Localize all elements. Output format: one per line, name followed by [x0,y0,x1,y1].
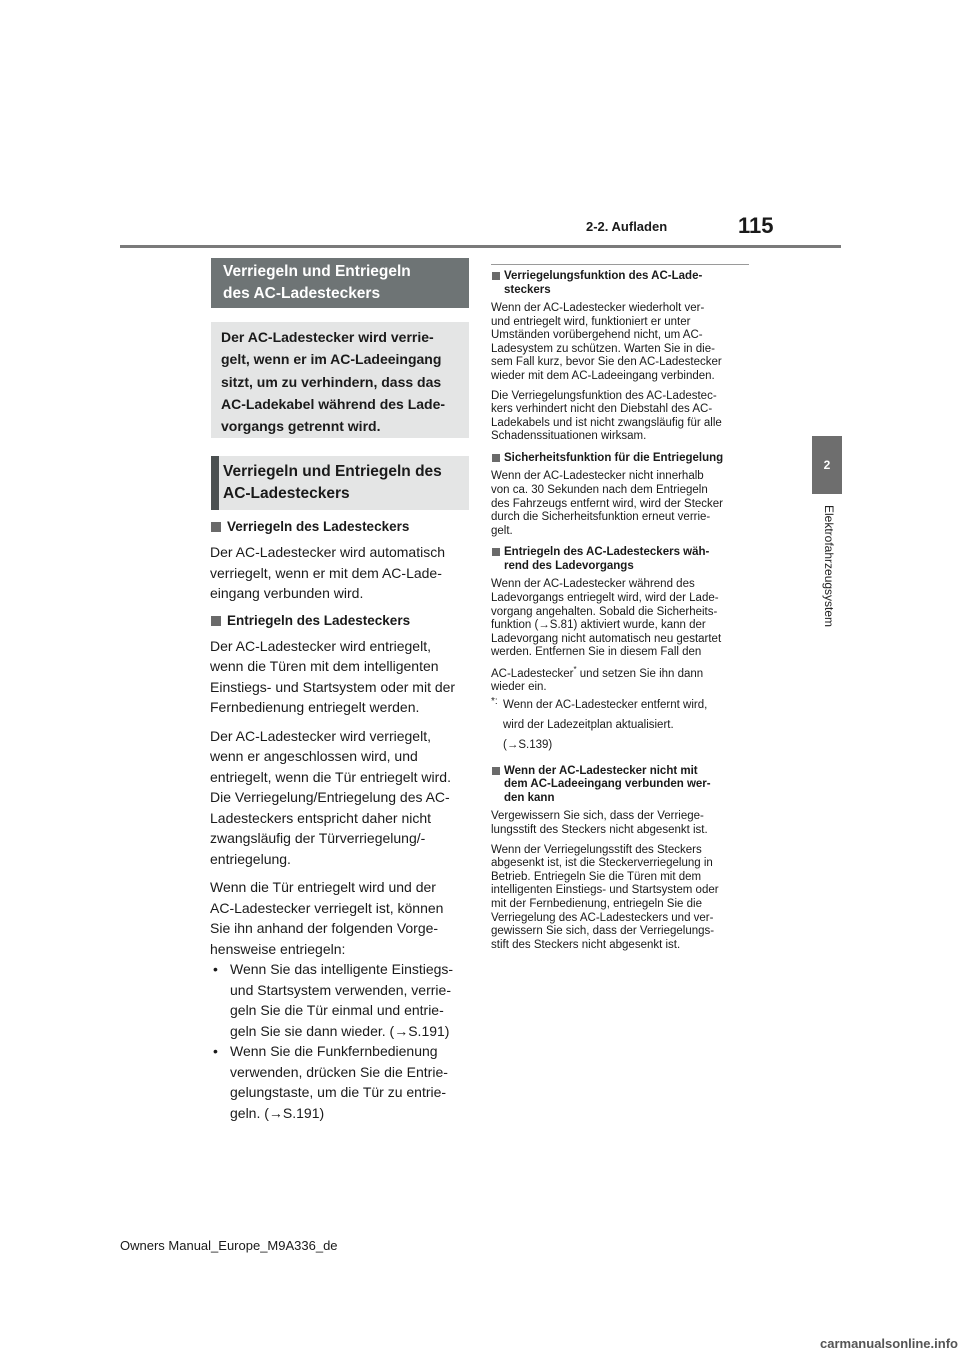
text-line: Wenn Sie das intelligente Einstiegs- [230,961,454,977]
unlock-plug-paragraph [210,636,468,718]
summary-line: gelt, wenn er im AC-Ladeeingang [221,351,442,368]
summary-line: AC-Ladekabel während des Lade- [221,395,446,412]
subtitle-line: Verriegeln und Entriegeln des [223,463,442,480]
text-line: wieder mit dem AC-Ladeeingang verbinden. [491,369,715,382]
text-line: steckers [504,283,551,296]
note-section [491,270,749,444]
text-line: funktion (→S.81) aktiviert wurde, kann der [491,619,706,632]
section-title-box [211,258,469,308]
text-line: werden. Entfernen Sie in diesem Fall den [491,646,702,659]
text-line: Einstiegs- und Startsystem oder mit der [210,678,456,695]
text-fragment: AC-Ladestecker [491,667,574,680]
text-line: Ladesteckers entspricht daher nicht [210,809,432,826]
text-line: Ladevorgangs entriegelt wird, wird der Lade- [491,592,719,604]
text-line: des Fahrzeugs entfernt wird, wird der Stecker [491,497,724,510]
text-line: rend des Ladevorgangs [504,559,634,572]
text-line: Verriegelungsfunktion des AC-Lade- [504,270,703,282]
page-number: 115 [738,213,774,238]
text-line: entriegelung. [210,850,291,867]
text-line [491,663,749,681]
text-line: und entriegelt wird, funktioniert er unter [491,315,691,328]
text-line: AC-Ladestecker verriegelt ist, können [210,899,444,916]
text-line: sem Fall kurz, bevor Sie den AC-Ladestecker [491,356,722,369]
subtitle-accent-bar [211,456,219,510]
text-line: Verriegelung des AC-Ladesteckers und ver- [491,911,714,924]
text-fragment: und setzen Sie ihn dann [576,667,704,680]
text-line: stift des Steckers nicht abgesenkt ist. [491,938,681,951]
text-line: Ladevorgang nicht automatisch neu gestartet [491,632,722,645]
text-line: intelligenten Einstiegs- und Startsystem oder [491,884,719,897]
text-line: Wenn der Verriegelungsstift des Steckers [491,843,702,856]
note-paragraph [491,302,749,384]
text-line: verriegelt, wenn er mit dem AC-Lade- [210,564,442,581]
lock-plug-heading: Verriegeln des Ladesteckers [210,518,468,536]
summary-line: sitzt, um zu verhindern, dass das [221,373,442,390]
text-line: Ladekabels und ist nicht zwangsläufig für alle [491,416,722,429]
text-line: vorgang angehalten. Sobald die Sicherheits- [491,605,718,618]
text-line: Wenn der AC-Ladestecker wiederholt ver- [491,302,705,314]
text-line: Wenn der AC-Ladestecker entfernt wird, [503,698,708,711]
section-header: 2-2. Aufladen [586,219,668,234]
footnote [491,695,749,755]
note-section [491,546,749,755]
cannot-connect-heading [491,765,749,806]
header-divider [120,245,841,248]
summary-box [211,322,469,438]
text-line: gelungstaste, um die Tür zu entrie- [230,1084,447,1100]
text-line: geln Sie die Tür einmal und entrie- [230,1002,444,1018]
text-line: Der AC-Ladestecker wird entriegelt, [210,637,431,654]
procedure-paragraph [210,877,468,959]
text-line: Der AC-Ladestecker wird verriegelt, [210,727,431,744]
note-paragraph [491,390,749,444]
footnote-star: * [573,664,577,674]
chapter-tab: 2 [812,436,842,494]
text-line: gelt. [491,524,513,537]
text-line: Wenn der AC-Ladestecker während des [491,578,695,591]
text-line: von ca. 30 Sekunden nach dem Entriegeln [491,484,708,497]
text-line: kers verhindert nicht den Diebstahl des AC- [491,403,713,416]
footnote-mark: *: [491,695,498,707]
note-section [491,452,749,538]
note-paragraph [491,810,749,837]
note-paragraph [491,470,749,538]
text-line: lungsstift des Steckers nicht abgesenkt ist. [491,824,708,837]
note-paragraph [491,578,749,695]
text-line: Ladesystem zu schützen. Warten Sie in die- [491,342,715,355]
bullet-dot: • [213,1043,218,1059]
text-line: Schadenssituationen wirksam. [491,430,647,443]
text-line: Betrieb. Entriegeln Sie die Türen mit dem [491,870,702,883]
text-line: Wenn die Tür entriegelt wird und der [210,879,436,895]
text-line: mit der Fernbedienung, entriegeln Sie die [491,898,702,911]
lock-behavior-paragraph [210,726,468,870]
text-line: geln Sie sie dann wieder. (→S.191) [230,1022,450,1039]
note-paragraph [491,844,749,953]
unlock-during-charge-heading [491,546,749,573]
text-line: Die Verriegelung/Entriegelung des AC- [210,789,450,805]
text-line: entriegelt, wenn die Tür entriegelt wird. [210,768,451,785]
bullet-item [210,959,468,1041]
text-line: (→S.139) [503,738,553,751]
subtitle-text [223,461,442,505]
section-title-line: des AC-Ladesteckers [223,285,381,302]
text-line: hensweise entriegeln: [210,940,346,957]
safety-function-heading [491,452,749,466]
text-line: geln. (→S.191) [230,1104,325,1121]
note-section [491,765,749,952]
chapter-label: Elektrofahrzeugsystem [822,505,836,628]
text-line: wird der Ladezeitplan aktualisiert. [503,718,674,731]
document-footer: Owners Manual_Europe_M9A336_de [120,1238,338,1253]
section-title-line: Verriegeln und Entriegeln [223,263,411,280]
text-line: Umständen vorübergehend nicht, um AC- [491,329,703,342]
text-line: gewissern Sie sich, dass der Verriegelungs- [491,925,715,938]
subtitle-line: AC-Ladesteckers [223,485,350,502]
text-line: und Startsystem verwenden, verrie- [230,981,451,998]
text-line: den kann [504,791,555,804]
bullet-item [210,1041,468,1123]
text-line: wenn die Türen mit dem intelligenten [210,658,439,674]
text-line: Sicherheitsfunktion für die Entriegelung [504,451,724,464]
unlock-plug-heading: Entriegeln des Ladesteckers [210,612,468,630]
text-line: Vergewissern Sie sich, dass der Verriege- [491,810,704,823]
text-line: Fernbedienung entriegelt werden. [210,699,420,715]
summary-line: vorgangs getrennt wird. [221,418,381,435]
text-line: eingang verbunden wird. [210,585,364,601]
text-line: verwenden, drücken Sie die Entrie- [230,1063,448,1080]
summary-line: Der AC-Ladestecker wird verrie- [221,329,434,345]
text-line: Wenn der AC-Ladestecker nicht innerhalb [491,470,704,483]
right-column [491,270,749,960]
text-line: Wenn der AC-Ladestecker nicht mit [504,764,698,777]
text-line: dem AC-Ladeeingang verbunden wer- [504,778,711,791]
bullet-dot: • [213,961,218,977]
text-line: abgesenkt ist, ist die Steckerverriegelung in [491,857,713,870]
text-line: Der AC-Ladestecker wird automatisch [210,544,445,560]
lock-function-heading [491,270,749,297]
watermark: carmanualsonline.info [820,1336,958,1351]
text-line: Entriegeln des AC-Ladesteckers wäh- [504,546,710,559]
text-line: wieder ein. [491,681,547,694]
text-line: wenn er angeschlossen wird, und [210,748,418,764]
lock-plug-paragraph [210,542,468,604]
text-line: zwangsläufig der Türverriegelung/- [210,830,426,846]
left-column [210,518,468,1123]
text-line: Wenn Sie die Funkfernbedienung [230,1043,438,1059]
text-line: Die Verriegelungsfunktion des AC-Ladestec- [491,389,717,402]
right-column-rule [491,264,749,265]
text-line: durch die Sicherheitsfunktion erneut verrie- [491,511,711,524]
text-line: Sie ihn anhand der folgenden Vorge- [210,920,439,936]
